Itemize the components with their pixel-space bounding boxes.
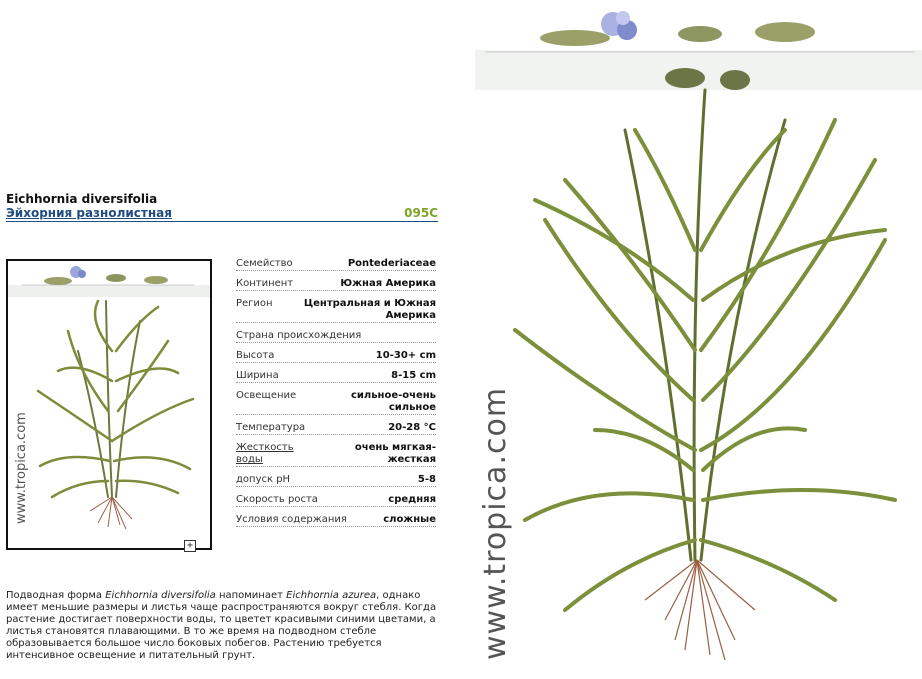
property-value: 8-15 cm — [391, 370, 436, 381]
property-row — [236, 298, 436, 323]
property-row — [236, 258, 436, 271]
property-value: 20-28 °C — [388, 422, 436, 433]
property-label-link[interactable]: Жесткость воды — [236, 442, 294, 465]
property-value: Южная Америка — [340, 278, 436, 289]
expand-icon[interactable]: + — [184, 540, 196, 552]
watermark-large: www.tropica.com — [478, 386, 513, 660]
property-value: сильное-очень сильное — [350, 390, 436, 413]
latin-name: Eichhornia diversifolia — [6, 192, 158, 206]
property-label: Семейство — [236, 258, 293, 269]
property-row — [236, 422, 436, 435]
property-label: Регион — [236, 298, 273, 309]
property-value: Центральная и Южная Америка — [303, 298, 436, 321]
plant-header — [6, 192, 438, 222]
properties-table — [236, 258, 436, 534]
property-value: 5-8 — [417, 474, 436, 485]
property-row — [236, 350, 436, 363]
plant-illustration-large — [455, 0, 922, 679]
property-value: сложные — [383, 514, 436, 525]
property-row — [236, 390, 436, 415]
plant-illustration-small — [8, 261, 210, 548]
property-row — [236, 514, 436, 527]
property-value: очень мягкая-жесткая — [354, 442, 436, 465]
property-label: Континент — [236, 278, 294, 289]
plant-code: 095C — [404, 206, 438, 220]
watermark-small: www.tropica.com — [14, 412, 29, 524]
property-row — [236, 370, 436, 383]
property-row — [236, 442, 436, 467]
property-label: Страна происхождения — [236, 330, 362, 341]
property-label: Условия содержания — [236, 514, 347, 525]
property-row — [236, 494, 436, 507]
property-label: Скорость роста — [236, 494, 318, 505]
property-value: средняя — [388, 494, 436, 505]
property-value: Pontederiaceae — [347, 258, 436, 269]
property-value: 10-30+ cm — [375, 350, 436, 361]
property-label: допуск pH — [236, 474, 291, 485]
russian-name-link[interactable]: Эйхорния разнолистная — [6, 206, 172, 220]
property-label: Высота — [236, 350, 275, 361]
property-label: Освещение — [236, 390, 297, 401]
property-label: Ширина — [236, 370, 279, 381]
title-subrow — [6, 206, 438, 222]
plant-thumbnail[interactable] — [6, 259, 212, 550]
property-row — [236, 278, 436, 291]
property-row — [236, 474, 436, 487]
property-label: Температура — [236, 422, 306, 433]
property-row — [236, 330, 436, 343]
description: Подводная форма Eichhornia diversifolia напоминает Eichhornia azurea, однако имеет меньшие размеры и листья чаще распространяются вокруг стебля. Когда растение достигает поверхности воды, то цветет красивыми синими цветами, а листья становятся плавающими. В то же время на подводном стебле образовывается большое число боковых побегов. Растению требуется интенсивное освещение и питательный грунт. — [6, 590, 437, 661]
